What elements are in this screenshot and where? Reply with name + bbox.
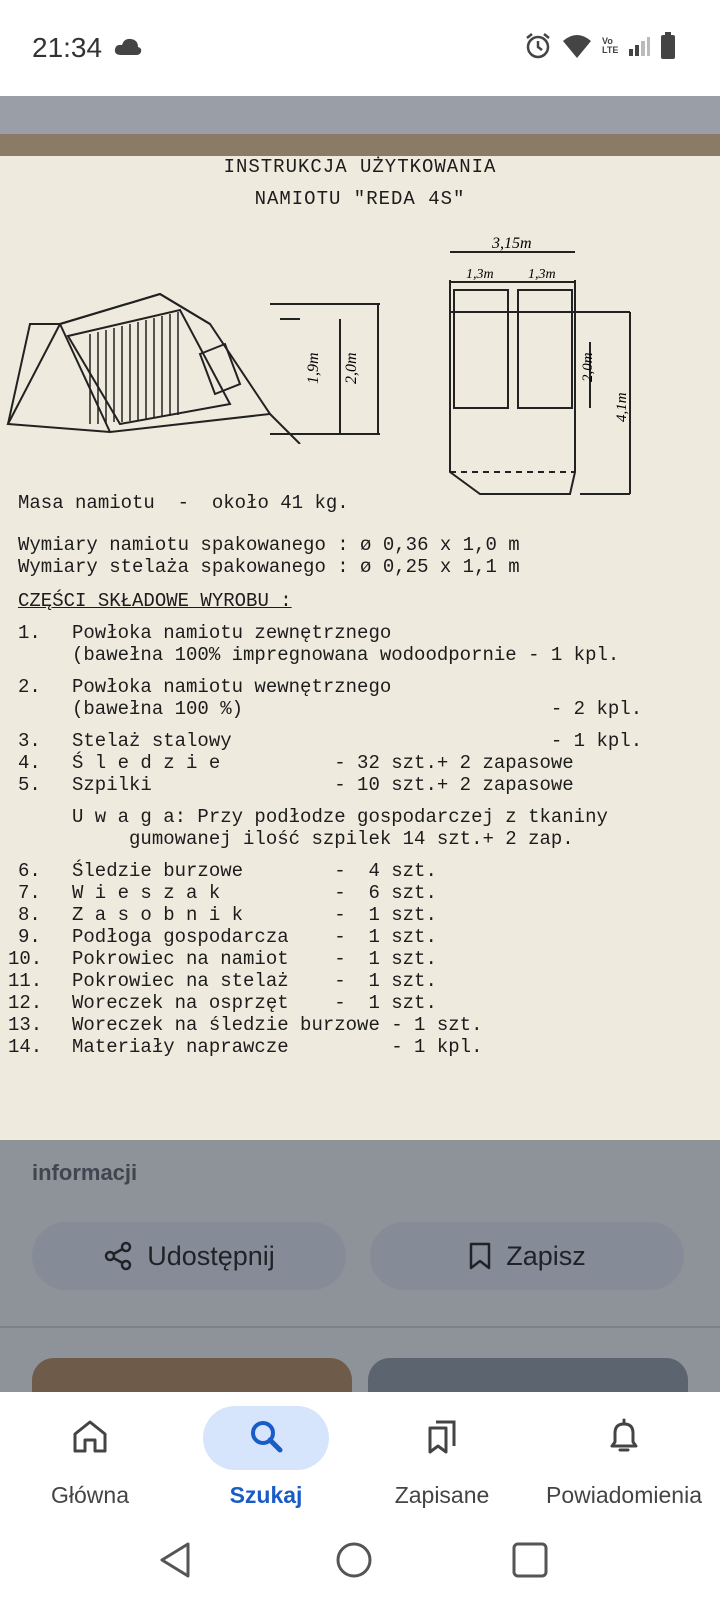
related-image-thumbnail[interactable] (32, 1358, 352, 1392)
part-text: Powłoka namiotu wewnętrznego (72, 676, 392, 698)
dim-width-b: 1,3m (528, 267, 556, 282)
doc-pack-tent: Wymiary namiotu spakowanego : ø 0,36 x 1,0 m (18, 534, 520, 556)
document-image[interactable] (0, 134, 720, 1140)
part-text: Powłoka namiotu zewnętrznego (72, 622, 392, 644)
image-viewer (0, 96, 720, 1392)
bookmarks-icon (420, 1414, 464, 1458)
part-text: W i e s z a k - 6 szt. (72, 882, 437, 904)
related-image-thumbnail[interactable] (368, 1358, 688, 1392)
wifi-icon (562, 33, 592, 59)
save-button[interactable] (370, 1222, 684, 1290)
part-text: Z a s o b n i k - 1 szt. (72, 904, 437, 926)
divider (0, 1326, 720, 1328)
nav-notifications[interactable] (528, 1392, 720, 1522)
part-number: 1. (18, 622, 41, 644)
part-text: (bawełna 100 %) - 2 kpl. (72, 698, 643, 720)
status-bar (0, 0, 720, 96)
share-label: Udostępnij (147, 1240, 275, 1271)
part-number: 8. (18, 904, 41, 926)
part-number: 14. (8, 1036, 43, 1058)
save-label: Zapisz (506, 1240, 586, 1271)
back-icon[interactable] (156, 1540, 196, 1580)
part-note: U w a g a: Przy podłodze gospodarczej z tkaniny (72, 806, 608, 828)
tent-side-drawing (0, 264, 400, 444)
volte-label: Vo LTE (602, 36, 619, 55)
doc-title-line2: NAMIOTU "REDA 4S" (254, 188, 466, 210)
nav-label: Szukaj (229, 1482, 303, 1508)
cloud-icon (114, 38, 142, 56)
part-number: 2. (18, 676, 41, 698)
part-number: 11. (8, 970, 43, 992)
bookmark-icon (468, 1241, 492, 1271)
part-text: Woreczek na śledzie burzowe - 1 szt. (72, 1014, 483, 1036)
alarm-icon (524, 32, 552, 60)
info-text: informacji (32, 1160, 138, 1185)
part-text: Materiały naprawcze - 1 kpl. (72, 1036, 483, 1058)
part-text: Woreczek na osprzęt - 1 szt. (72, 992, 437, 1014)
dim-outer-height: 2,0m (343, 352, 360, 384)
part-number: 10. (8, 948, 43, 970)
dim-inner-length: 2,0m (580, 352, 596, 382)
part-number: 7. (18, 882, 41, 904)
part-number: 5. (18, 774, 41, 796)
status-time: 21:34 (32, 32, 103, 63)
part-number: 4. (18, 752, 41, 774)
dim-width-a: 1,3m (466, 267, 494, 282)
doc-parts-heading: CZĘŚCI SKŁADOWE WYROBU : (18, 590, 292, 612)
dim-inner-height: 1,9m (305, 352, 322, 384)
battery-icon (660, 32, 676, 60)
bell-icon (602, 1414, 646, 1458)
status-icons (524, 32, 676, 60)
part-text: Stelaż stalowy - 1 kpl. (72, 730, 643, 752)
nav-saved[interactable] (352, 1392, 532, 1522)
part-text: Śledzie burzowe - 4 szt. (72, 860, 437, 882)
part-text: Szpilki - 10 szt.+ 2 zapasowe (72, 774, 574, 796)
nav-search[interactable] (176, 1392, 356, 1522)
part-number: 9. (18, 926, 41, 948)
part-number: 6. (18, 860, 41, 882)
share-icon (103, 1241, 133, 1271)
part-number: 12. (8, 992, 43, 1014)
signal-icon (628, 35, 650, 57)
search-icon (244, 1414, 288, 1458)
part-text: Pokrowiec na stelaż - 1 szt. (72, 970, 437, 992)
dim-outer-length: 4,1m (614, 392, 630, 422)
share-button[interactable] (32, 1222, 346, 1290)
bottom-navigation (0, 1392, 720, 1522)
part-number: 13. (8, 1014, 43, 1036)
tent-floor-plan (440, 232, 660, 512)
home-button-icon[interactable] (334, 1540, 374, 1580)
nav-home[interactable] (0, 1392, 180, 1522)
part-text: Ś l e d z i e - 32 szt.+ 2 zapasowe (72, 752, 574, 774)
part-text: Podłoga gospodarcza - 1 szt. (72, 926, 437, 948)
part-number: 3. (18, 730, 41, 752)
nav-label: Główna (51, 1482, 129, 1508)
doc-title-line1: INSTRUKCJA UŻYTKOWANIA (223, 156, 497, 178)
dim-total-width: 3,15m (492, 235, 532, 252)
nav-label: Powiadomienia (546, 1482, 702, 1508)
doc-pack-frame: Wymiary stelaża spakowanego : ø 0,25 x 1,1 m (18, 556, 520, 578)
nav-label: Zapisane (394, 1482, 490, 1508)
recents-icon[interactable] (510, 1540, 550, 1580)
system-navigation (0, 1522, 720, 1600)
home-icon (68, 1414, 112, 1458)
part-text: Pokrowiec na namiot - 1 szt. (72, 948, 437, 970)
doc-mass: Masa namiotu - około 41 kg. (18, 492, 349, 514)
part-text: (bawełna 100% impregnowana wodoodpornie - 1 kpl. (72, 644, 620, 666)
part-note: gumowanej ilość szpilek 14 szt.+ 2 zap. (72, 828, 574, 850)
